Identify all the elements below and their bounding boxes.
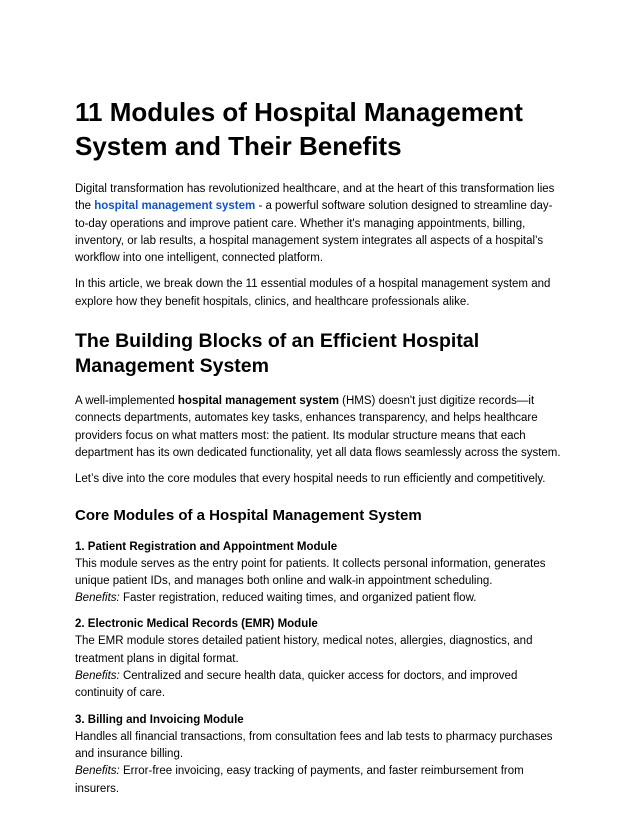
- module-title: 3. Billing and Invoicing Module: [75, 713, 244, 726]
- module-benefits: [75, 668, 565, 703]
- benefits-label: Benefits:: [75, 765, 120, 778]
- module-title: 2. Electronic Medical Records (EMR) Module: [75, 618, 318, 631]
- module-benefits-text: Centralized and secure health data, quicker access for doctors, and improved continuity of care.: [75, 670, 518, 700]
- building-blocks-text-after-bold: (HMS) doesn't just digitize records—it connects departments, automates key tasks, enhances transparency, and helps healthcare providers focus on what matters most: the patient. Its modular structure means that each department has its own dedicated functionality, yet all data flows seamlessly across the system.: [75, 395, 561, 459]
- module-item: [75, 616, 565, 702]
- module-benefits: [75, 590, 565, 607]
- document-page: [75, 95, 565, 798]
- section-heading-building-blocks: The Building Blocks of an Efficient Hospital Management System: [75, 330, 480, 378]
- page-title: 11 Modules of Hospital Management System and Their Benefits: [75, 97, 523, 161]
- section-heading-core-modules: Core Modules of a Hospital Management System: [75, 506, 422, 524]
- building-blocks-paragraph-2: Let’s dive into the core modules that every hospital needs to run efficiently and competitively.: [75, 473, 546, 486]
- building-blocks-paragraph-1: [75, 393, 565, 462]
- intro-text-before-link: Digital transformation has revolutionized healthcare, and at the heart of this transformation lies the: [75, 183, 555, 213]
- module-description: The EMR module stores detailed patient history, medical notes, allergies, diagnostics, and treatment plans in digital format.: [75, 635, 533, 665]
- intro-paragraph-1: [75, 181, 565, 267]
- intro-text-after-link: - a powerful software solution designed to streamline day-to-day operations and improve patient care. Whether it's managing appointments, billing, inventory, or lab results, a hospital management system integrates all aspects of a hospital’s workflow into one intelligent, connected platform.: [75, 200, 553, 265]
- intro-paragraph-2: In this article, we break down the 11 essential modules of a hospital management system and explore how they benefit hospitals, clinics, and healthcare professionals alike.: [75, 278, 551, 308]
- building-blocks-text-before-bold: A well-implemented: [75, 395, 178, 408]
- module-benefits-text: Faster registration, reduced waiting times, and organized patient flow.: [119, 592, 477, 605]
- benefits-label: Benefits:: [75, 592, 120, 605]
- module-benefits-text: Error-free invoicing, easy tracking of payments, and faster reimbursement from insurers.: [75, 765, 524, 795]
- building-blocks-bold-term: hospital management system: [177, 395, 339, 408]
- module-benefits: [75, 763, 565, 798]
- module-title: 1. Patient Registration and Appointment Module: [75, 540, 338, 553]
- module-item: [75, 712, 565, 798]
- hospital-management-system-link[interactable]: hospital management system: [94, 200, 256, 213]
- module-description: Handles all financial transactions, from consultation fees and lab tests to pharmacy purchases and insurance billing.: [75, 730, 553, 760]
- module-description: This module serves as the entry point for patients. It collects personal information, generates unique patient IDs, and manages both online and walk-in appointment scheduling.: [75, 557, 546, 587]
- module-item: [75, 539, 565, 608]
- benefits-label: Benefits:: [75, 670, 120, 683]
